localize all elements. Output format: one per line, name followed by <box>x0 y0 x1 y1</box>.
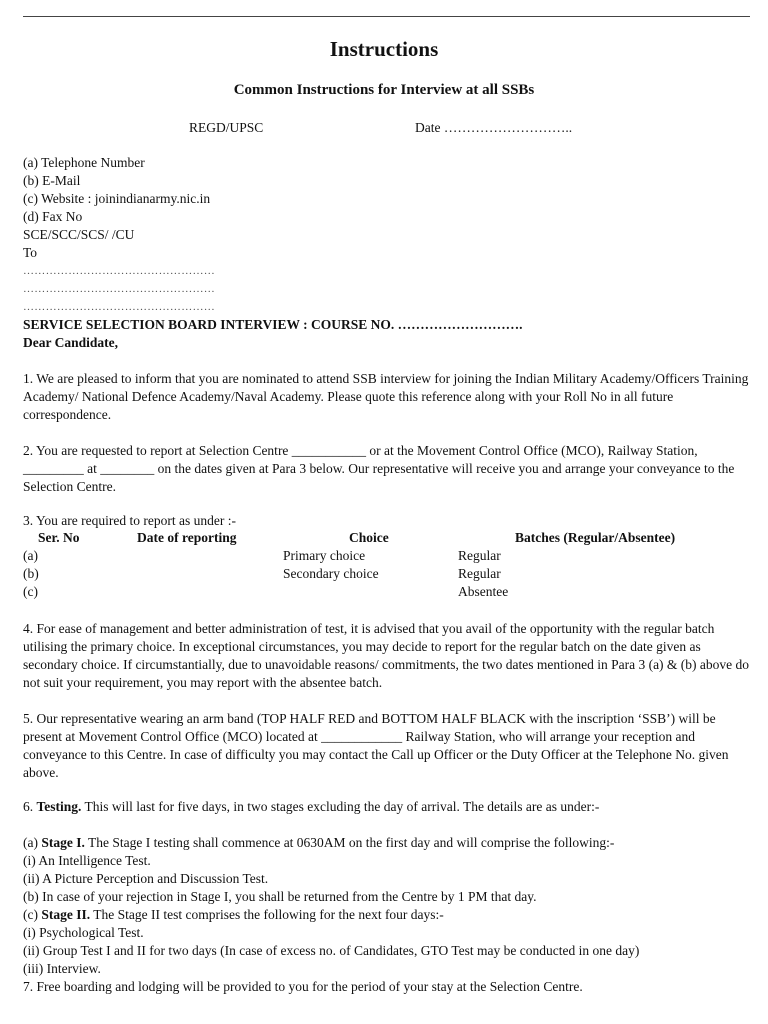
course-no-field: ………………………. <box>397 317 523 332</box>
stage-2-heading: Stage II. <box>41 907 91 922</box>
batch-cell: Regular <box>458 548 501 563</box>
contact-block <box>23 154 215 316</box>
regd-label: REGD/UPSC <box>189 120 264 135</box>
stage-1-heading: Stage I. <box>41 835 85 850</box>
stage-2-item: (i) Psychological Test. <box>23 925 144 940</box>
table-header-row <box>23 529 750 547</box>
stage-1-item: (ii) A Picture Perception and Discussion Test. <box>23 871 269 886</box>
stage-2-line <box>23 906 750 924</box>
paragraph-1: 1. We are pleased to inform that you are nominated to attend SSB interview for joining the Indian Military Academy/Officers Training Academy/ National Defence Academy/Naval Academy. Please quote this reference along with your Roll No in all future correspondence. <box>23 371 749 422</box>
paragraph-6 <box>23 798 750 816</box>
choice-cell: Primary choice <box>283 548 366 563</box>
page-title: Instructions <box>329 37 439 61</box>
stage-2-item: (iii) Interview. <box>23 961 101 976</box>
table-row <box>23 565 750 583</box>
stage-2-text: The Stage II test comprises the following for the next four days:- <box>93 907 444 922</box>
stage-2-item: (ii) Group Test I and II for two days (In case of excess no. of Candidates, GTO Test may be conducted in one day) <box>23 943 640 958</box>
email-line: (b) E-Mail <box>23 173 81 188</box>
top-rule <box>23 16 750 17</box>
column-header-ser-no: Ser. No <box>38 530 80 545</box>
address-line: …………………………………………… <box>23 265 216 277</box>
stage-details <box>23 834 750 996</box>
paragraph-7: 7. Free boarding and lodging will be provided to you for the period of your stay at the Selection Centre. <box>23 979 583 994</box>
telephone-line: (a) Telephone Number <box>23 155 145 170</box>
website-line: (c) Website : joinindianarmy.nic.in <box>23 191 211 206</box>
address-line: …………………………………………… <box>23 301 216 313</box>
stage-2-prefix: (c) <box>23 907 38 922</box>
paragraph-6-number: 6. <box>23 799 34 814</box>
board-heading-text: SERVICE SELECTION BOARD INTERVIEW : COURSE NO. <box>23 317 395 332</box>
table-row <box>23 583 750 601</box>
board-heading <box>23 316 523 334</box>
page-subtitle: Common Instructions for Interview at all SSBs <box>233 82 535 98</box>
date-field: Date ……………………….. <box>415 120 573 135</box>
paragraph-6-text: This will last for five days, in two stages excluding the day of arrival. The details are as under:- <box>84 799 600 814</box>
stage-1-text: The Stage I testing shall commence at 0630AM on the first day and will comprise the following:- <box>88 835 615 850</box>
ser-no-cell: (a) <box>23 548 38 563</box>
reporting-table <box>23 529 750 601</box>
choice-cell: Secondary choice <box>283 566 379 581</box>
paragraph-3: 3. You are required to report as under :- <box>23 513 236 528</box>
column-header-date: Date of reporting <box>137 530 237 545</box>
reference-line: SCE/SCC/SCS/ /CU <box>23 227 135 242</box>
table-row <box>23 547 750 565</box>
ser-no-cell: (c) <box>23 584 38 599</box>
batch-cell: Absentee <box>458 584 509 599</box>
stage-1-prefix: (a) <box>23 835 38 850</box>
ser-no-cell: (b) <box>23 566 39 581</box>
testing-heading: Testing. <box>36 799 82 814</box>
address-line: …………………………………………… <box>23 283 216 295</box>
stage-1-item: (i) An Intelligence Test. <box>23 853 151 868</box>
paragraph-2: 2. You are requested to report at Selection Centre ___________ or at the Movement Control Office (MCO), Railway Station, _________ at ________ on the dates given at Para 3 below. Our representative will receive you and arrange your conveyance to the Selection Centre. <box>23 443 735 494</box>
stage-1-line <box>23 834 750 852</box>
salutation: Dear Candidate, <box>23 335 119 350</box>
rejection-note: (b) In case of your rejection in Stage I, you shall be returned from the Centre by 1 PM that day. <box>23 889 537 904</box>
to-line: To <box>23 245 38 260</box>
column-header-choice: Choice <box>349 530 389 545</box>
paragraph-4: 4. For ease of management and better administration of test, it is advised that you avail of the opportunity with the regular batch utilising the primary choice. In exceptional circumstances, you may decide to report for the regular batch on the date given as secondary choice. If circumstantially, due to unavoidable reasons/ commitments, the two dates mentioned in Para 3 (a) & (b) above do not suit your requirement, you may report with the absentee batch. <box>23 621 750 690</box>
batch-cell: Regular <box>458 566 501 581</box>
column-header-batches: Batches (Regular/Absentee) <box>515 530 676 545</box>
paragraph-5: 5. Our representative wearing an arm band (TOP HALF RED and BOTTOM HALF BLACK with the inscription ‘SSB’) will be present at Movement Control Office (MCO) located at ____________ Railway Station, who will arrange your reception and conveyance to this Centre. In case of difficulty you may contact the Call up Officer or the Duty Officer at the Telephone No. given above. <box>23 711 729 780</box>
fax-line: (d) Fax No <box>23 209 83 224</box>
